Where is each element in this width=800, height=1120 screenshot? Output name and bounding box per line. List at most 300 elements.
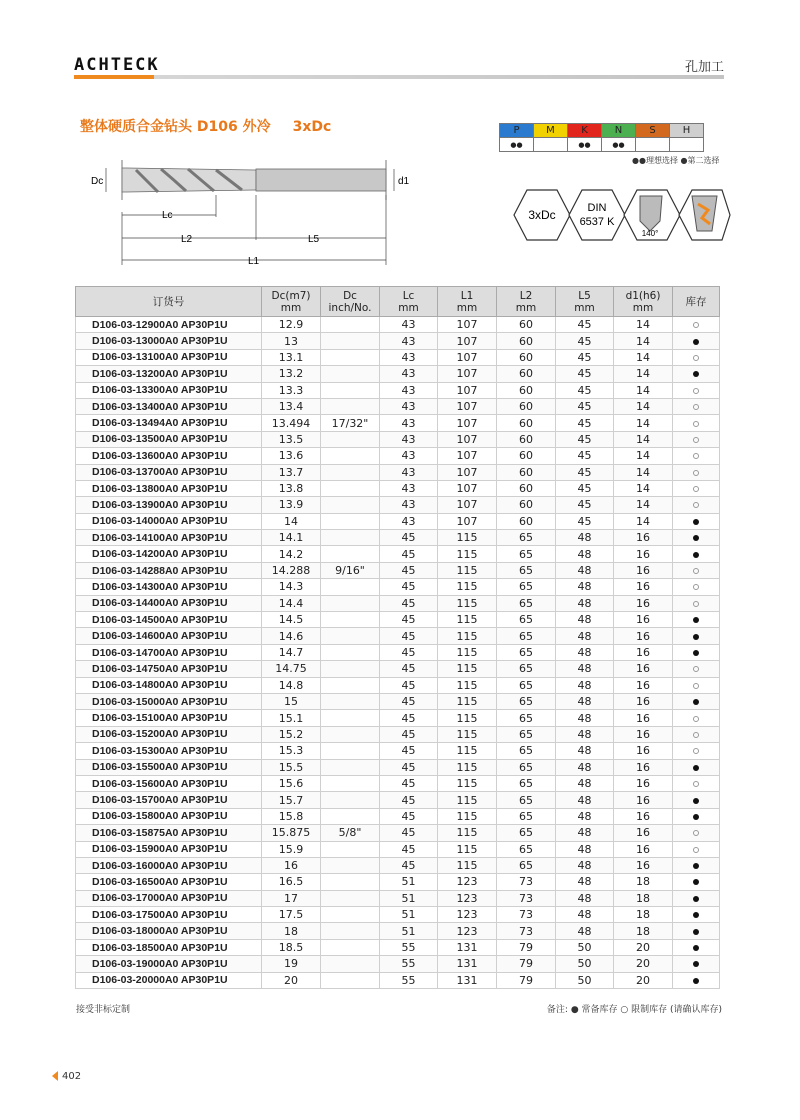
table-cell: 14.2 [262,546,321,562]
order-code: D106-03-13400A0 AP30P1U [76,398,262,414]
table-cell: 18.5 [262,939,321,955]
order-code: D106-03-14800A0 AP30P1U [76,677,262,693]
table-row [76,562,720,578]
table-row [76,956,720,972]
table-cell: 48 [556,825,614,841]
order-code: D106-03-15800A0 AP30P1U [76,808,262,824]
stock-indicator [673,644,720,660]
iso-n: N [602,124,636,138]
order-code: D106-03-15200A0 AP30P1U [76,726,262,742]
table-cell: 14 [614,431,673,447]
order-code: D106-03-15700A0 AP30P1U [76,792,262,808]
table-cell: 65 [497,677,556,693]
limited-stock-circle-icon [693,322,699,328]
table-cell: 48 [556,562,614,578]
order-code: D106-03-14288A0 AP30P1U [76,562,262,578]
limited-stock-circle-icon [693,601,699,607]
limited-stock-circle-icon [693,666,699,672]
table-cell: 65 [497,530,556,546]
stock-indicator [673,579,720,595]
table-cell: 15 [262,693,321,709]
table-cell: 14 [614,317,673,333]
table-cell: 20 [614,956,673,972]
table-cell: 73 [497,874,556,890]
table-cell: 50 [556,972,614,988]
table-cell: 115 [438,792,497,808]
table-cell: 14.4 [262,595,321,611]
table-cell: 43 [380,448,438,464]
table-cell: 48 [556,661,614,677]
table-cell: 43 [380,333,438,349]
stock-indicator [673,890,720,906]
table-cell: 48 [556,710,614,726]
table-cell: 45 [380,759,438,775]
lc-label: Lc [162,210,173,221]
table-row [76,825,720,841]
table-cell: 16 [614,693,673,709]
table-cell: 43 [380,349,438,365]
stock-indicator [673,808,720,824]
table-cell: 14.8 [262,677,321,693]
order-code: D106-03-18500A0 AP30P1U [76,939,262,955]
order-code: D106-03-13000A0 AP30P1U [76,333,262,349]
table-cell [321,710,380,726]
table-cell: 43 [380,513,438,529]
limited-stock-circle-icon [693,388,699,394]
table-cell: 60 [497,513,556,529]
drill-drawing [86,150,410,275]
table-cell: 115 [438,743,497,759]
table-cell: 14 [614,415,673,431]
table-cell: 65 [497,562,556,578]
in-stock-dot-icon [693,339,699,345]
stock-indicator [673,923,720,939]
limited-stock-circle-icon [693,421,699,427]
table-cell: 79 [497,956,556,972]
iso-p: P [500,124,534,138]
table-cell: 65 [497,857,556,873]
stock-indicator [673,546,720,562]
iso-legend: ●●理想选择 ●第二选择 [632,156,720,165]
table-cell: 17.5 [262,907,321,923]
table-cell: 107 [438,464,497,480]
table-cell: 13.5 [262,431,321,447]
table-cell: 14 [614,464,673,480]
table-cell: 51 [380,907,438,923]
in-stock-dot-icon [693,765,699,771]
table-cell: 107 [438,480,497,496]
column-header: Lc mm [380,287,438,317]
table-cell [321,382,380,398]
table-cell: 48 [556,808,614,824]
limited-stock-circle-icon [693,732,699,738]
table-cell: 17 [262,890,321,906]
table-cell: 60 [497,464,556,480]
table-cell: 65 [497,825,556,841]
table-cell: 55 [380,939,438,955]
order-code: D106-03-13900A0 AP30P1U [76,497,262,513]
page-number: 402 [52,1071,81,1082]
l1-label: L1 [248,256,260,267]
table-cell: 43 [380,366,438,382]
table-row [76,972,720,988]
table-cell: 16 [614,726,673,742]
stock-indicator [673,612,720,628]
order-code: D106-03-15900A0 AP30P1U [76,841,262,857]
table-row [76,317,720,333]
order-code: D106-03-13200A0 AP30P1U [76,366,262,382]
table-cell: 65 [497,841,556,857]
table-row [76,890,720,906]
table-cell [321,448,380,464]
table-cell: 45 [380,562,438,578]
table-cell: 18 [262,923,321,939]
table-cell: 13.3 [262,382,321,398]
brand-logo: ACHTECK [74,55,160,75]
table-cell: 12.9 [262,317,321,333]
table-cell: 115 [438,612,497,628]
product-title-main: 整体硬质合金钻头 D106 外冷 [80,119,271,135]
table-cell: 43 [380,431,438,447]
table-cell: 18 [614,923,673,939]
stock-indicator [673,415,720,431]
table-cell: 65 [497,775,556,791]
table-cell: 16 [614,546,673,562]
stock-indicator [673,939,720,955]
order-code: D106-03-14200A0 AP30P1U [76,546,262,562]
table-cell [321,530,380,546]
table-cell: 107 [438,349,497,365]
table-cell [321,546,380,562]
table-cell: 43 [380,497,438,513]
table-cell: 13.7 [262,464,321,480]
order-code: D106-03-17000A0 AP30P1U [76,890,262,906]
iso-suitability-p: ●● [500,138,534,152]
table-cell: 14.288 [262,562,321,578]
table-cell [321,398,380,414]
table-cell: 14 [262,513,321,529]
table-cell: 14 [614,333,673,349]
stock-indicator [673,513,720,529]
order-code: D106-03-13494A0 AP30P1U [76,415,262,431]
table-cell: 60 [497,317,556,333]
order-code: D106-03-14100A0 AP30P1U [76,530,262,546]
table-cell: 14 [614,448,673,464]
table-cell: 14.6 [262,628,321,644]
table-cell: 48 [556,890,614,906]
table-cell: 65 [497,693,556,709]
table-cell: 107 [438,497,497,513]
table-cell: 45 [380,644,438,660]
table-cell: 48 [556,874,614,890]
column-header: 库存 [673,287,720,317]
table-cell [321,857,380,873]
column-header: 订货号 [76,287,262,317]
in-stock-dot-icon [693,929,699,935]
table-cell: 16.5 [262,874,321,890]
table-cell: 45 [380,661,438,677]
table-cell: 60 [497,333,556,349]
table-cell: 14 [614,382,673,398]
table-cell: 65 [497,579,556,595]
table-cell: 45 [380,775,438,791]
stock-indicator [673,775,720,791]
table-cell: 48 [556,579,614,595]
table-cell: 48 [556,923,614,939]
stock-indicator [673,333,720,349]
stock-indicator [673,628,720,644]
limited-stock-circle-icon [693,683,699,689]
table-cell: 16 [614,661,673,677]
table-cell [321,612,380,628]
table-cell: 13.6 [262,448,321,464]
order-code: D106-03-14500A0 AP30P1U [76,612,262,628]
din-badge: DIN [587,202,607,214]
order-code: D106-03-12900A0 AP30P1U [76,317,262,333]
table-cell: 45 [556,415,614,431]
table-cell [321,628,380,644]
din-number: 6537 K [579,216,615,228]
table-cell: 18 [614,907,673,923]
table-cell: 65 [497,808,556,824]
table-cell: 16 [614,595,673,611]
table-cell: 115 [438,562,497,578]
table-row [76,841,720,857]
table-cell: 65 [497,595,556,611]
table-cell: 48 [556,857,614,873]
stock-indicator [673,972,720,988]
table-cell: 16 [614,792,673,808]
table-row [76,775,720,791]
stock-indicator [673,398,720,414]
section-title: 孔加工 [684,60,724,75]
table-row [76,612,720,628]
table-cell: 65 [497,726,556,742]
column-header: L5 mm [556,287,614,317]
table-cell: 65 [497,710,556,726]
table-cell: 45 [556,480,614,496]
table-cell: 115 [438,661,497,677]
table-cell: 45 [380,726,438,742]
table-cell: 45 [556,464,614,480]
table-cell [321,513,380,529]
table-cell: 107 [438,513,497,529]
table-cell: 16 [614,579,673,595]
table-cell: 16 [614,775,673,791]
iso-s: S [636,124,670,138]
table-cell: 45 [380,792,438,808]
table-cell: 115 [438,726,497,742]
table-cell: 9/16" [321,562,380,578]
limited-stock-circle-icon [693,355,699,361]
in-stock-dot-icon [693,371,699,377]
table-cell: 19 [262,956,321,972]
stock-indicator [673,480,720,496]
table-cell: 14 [614,480,673,496]
stock-indicator [673,661,720,677]
in-stock-dot-icon [693,896,699,902]
table-row [76,644,720,660]
d1-label: d1 [398,176,410,187]
table-cell: 5/8" [321,825,380,841]
table-cell: 50 [556,956,614,972]
table-cell: 65 [497,546,556,562]
order-code: D106-03-13500A0 AP30P1U [76,431,262,447]
table-cell: 60 [497,480,556,496]
table-cell: 45 [380,612,438,628]
table-cell: 14.5 [262,612,321,628]
stock-indicator [673,382,720,398]
table-cell: 16 [262,857,321,873]
table-cell: 14.3 [262,579,321,595]
table-cell: 45 [556,366,614,382]
order-code: D106-03-13700A0 AP30P1U [76,464,262,480]
table-cell: 16 [614,562,673,578]
table-cell: 107 [438,398,497,414]
table-cell: 16 [614,644,673,660]
table-cell [321,759,380,775]
limited-stock-circle-icon [693,781,699,787]
table-cell [321,890,380,906]
table-row [76,579,720,595]
table-cell: 65 [497,743,556,759]
table-cell: 14 [614,497,673,513]
order-code: D106-03-14400A0 AP30P1U [76,595,262,611]
table-cell: 45 [380,841,438,857]
table-cell: 16 [614,841,673,857]
in-stock-dot-icon [693,879,699,885]
table-row [76,907,720,923]
angle-badge: 140° [641,229,659,238]
table-cell: 60 [497,349,556,365]
table-cell: 60 [497,448,556,464]
custom-note: 接受非标定制 [76,1005,131,1015]
iso-k: K [568,124,602,138]
stock-legend: 备注: ● 常备库存 ○ 限制库存 (请确认库存) [546,1005,722,1015]
table-cell: 115 [438,808,497,824]
table-cell: 115 [438,530,497,546]
column-header: d1(h6) mm [614,287,673,317]
table-cell: 20 [614,972,673,988]
table-row [76,661,720,677]
stock-indicator [673,956,720,972]
table-cell: 13.9 [262,497,321,513]
table-cell: 43 [380,480,438,496]
table-cell: 45 [380,808,438,824]
table-cell: 60 [497,415,556,431]
table-cell: 43 [380,382,438,398]
table-cell: 45 [556,497,614,513]
table-cell: 107 [438,333,497,349]
l2-label: L2 [181,234,193,245]
table-cell: 45 [380,710,438,726]
in-stock-dot-icon [693,650,699,656]
order-code: D106-03-18000A0 AP30P1U [76,923,262,939]
table-cell: 79 [497,972,556,988]
table-row [76,431,720,447]
in-stock-dot-icon [693,863,699,869]
table-row [76,857,720,873]
table-cell: 48 [556,644,614,660]
table-row [76,759,720,775]
table-row [76,530,720,546]
stock-indicator [673,792,720,808]
product-title-ratio: 3xDc [292,119,332,135]
iso-suitability-n: ●● [602,138,636,152]
stock-indicator [673,825,720,841]
table-row [76,923,720,939]
table-cell: 115 [438,841,497,857]
table-cell: 73 [497,907,556,923]
column-header: Dc inch/No. [321,287,380,317]
table-cell: 48 [556,726,614,742]
table-cell: 60 [497,431,556,447]
table-cell: 115 [438,644,497,660]
order-code: D106-03-15000A0 AP30P1U [76,693,262,709]
table-cell: 45 [556,317,614,333]
stock-indicator [673,349,720,365]
order-code: D106-03-15100A0 AP30P1U [76,710,262,726]
table-cell [321,677,380,693]
table-cell: 16 [614,628,673,644]
order-code: D106-03-14750A0 AP30P1U [76,661,262,677]
stock-indicator [673,693,720,709]
in-stock-dot-icon [693,552,699,558]
stock-indicator [673,743,720,759]
in-stock-dot-icon [693,798,699,804]
order-code: D106-03-17500A0 AP30P1U [76,907,262,923]
table-cell: 73 [497,890,556,906]
table-row [76,497,720,513]
table-cell: 14 [614,349,673,365]
table-cell [321,497,380,513]
table-row [76,939,720,955]
table-cell: 73 [497,923,556,939]
dc-label: Dc [91,176,104,187]
ratio-badge: 3xDc [528,208,556,222]
table-cell: 14.1 [262,530,321,546]
stock-indicator [673,726,720,742]
table-cell: 45 [380,628,438,644]
table-cell: 15.5 [262,759,321,775]
table-cell: 65 [497,792,556,808]
table-row [76,710,720,726]
table-cell: 60 [497,398,556,414]
table-cell: 13 [262,333,321,349]
table-row [76,743,720,759]
table-cell: 45 [380,825,438,841]
table-cell: 45 [556,333,614,349]
table-cell: 16 [614,759,673,775]
table-cell: 18 [614,874,673,890]
table-row [76,628,720,644]
table-cell: 13.8 [262,480,321,496]
stock-indicator [673,907,720,923]
iso-m: M [534,124,568,138]
in-stock-dot-icon [693,699,699,705]
table-cell: 14 [614,513,673,529]
table-cell: 131 [438,956,497,972]
table-cell: 13.494 [262,415,321,431]
table-cell: 115 [438,693,497,709]
stock-indicator [673,530,720,546]
table-cell: 13.4 [262,398,321,414]
table-cell: 123 [438,923,497,939]
table-cell [321,972,380,988]
table-cell: 79 [497,939,556,955]
order-code: D106-03-14000A0 AP30P1U [76,513,262,529]
order-code: D106-03-20000A0 AP30P1U [76,972,262,988]
